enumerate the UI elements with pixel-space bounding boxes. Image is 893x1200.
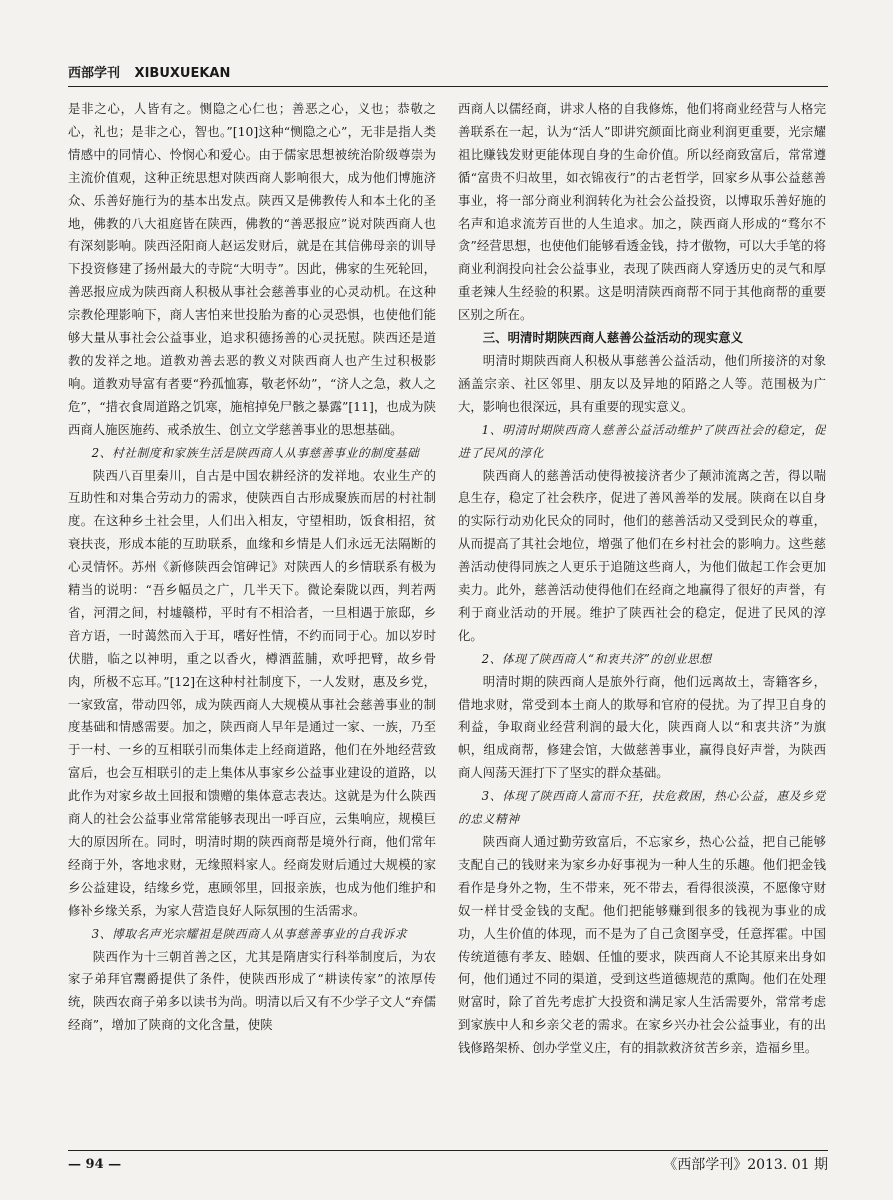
subsection-heading: 2、村社制度和家族生活是陕西商人从事慈善事业的制度基础 (91, 445, 420, 460)
paragraph: 是非之心，人皆有之。恻隐之心仁也；善恶之心，义也；恭敬之心，礼也；是非之心，智也。”[10]这种“恻隐之心”，无非是指人类情感中的同情心、怜悯心和爱心。由于儒家思想被统治阶级尊崇为主流价值观，这种正统思想对陕西商人影响很大，成为他们博施济众、乐善好施行为的基本出发点。陕西又是佛教传人和本土化的圣地，佛教的八大祖庭皆在陕西，佛教的“善恶报应”说对陕西商人也有深刻影响。陕西泾阳商人赵运发财后，就是在其信佛母亲的训导下投资修建了扬州最大的寺院“大明寺”。因此，佛家的生死轮回，善恶报应成为陕西商人积极从事社会慈善事业的心灵动机。在这种宗教伦理影响下，商人害怕来世投胎为畜的心灵恐惧，也使他们能够大量从事社会公益事业，追求积德扬善的心灵抚慰。陕西还是道教的发祥之地。道教劝善去恶的教义对陕西商人也产生过积极影响。道教劝导富有者要“矜孤恤寡，敬老怀幼”，“济人之急，救人之危”，“措衣食周道路之饥寒，施棺掉免尸骸之暴露”[11]，也成为陕西商人施医施药、戒杀放生、创立文学慈善事业的思想基础。 (68, 101, 436, 437)
journal-title-cn: 西部学刊 (68, 66, 121, 81)
paragraph: 陕西八百里秦川，自古是中国农耕经济的发祥地。农业生产的互助性和对集合劳动力的需求，使陕西自古形成聚族而居的村社制度。在这种乡土社会里，人们出入相友，守望相助，饭食相招，贫衰扶丧，形成本能的互助联系，血缘和乡情是人们永远无法隔断的心灵情怀。苏州《新修陕西会馆碑记》对陕西人的乡情联系有极为精当的说明：“吾乡幅员之广，几半天下。微论秦陇以西，判若两省，河渭之间，村墟赣栉，平时有不相洽者，一旦相遇于旅邸，乡音方语，一时蔼然而入于耳，嗜好性情，不约而同于心。加以岁时伏腊，临之以神明，重之以香火，樽酒蓝脯，欢呼把臂，故乡骨肉，所极不忘耳。”[12]在这种村社制度下，一人发财，惠及乡党，一家致富，带动四邻，成为陕西商人大规模从事社会慈善事业的制度基础和情感需要。加之，陕西商人早年是通过一家、一族，乃至于一村、一乡的互相联引而集体走上经商道路，他们在外地经营致富后，也会互相联引的走上集体从事家乡公益事业建设的道路，以此作为对家乡故土回报和馈赠的集体意志表达。这就是为什么陕西商人的社会公益事业常常能够表现出一呼百应，云集响应，规模巨大的原因所在。同时，明清时期的陕西商帮是境外行商，他们常年经商于外，客地求财，无缘照料家人。经商发财后通过大规模的家乡公益建设，结缘乡党，惠顾邻里，回报亲族，也成为他们维护和修补乡缘关系，为家人营造良好人际氛围的生活需求。 (68, 467, 436, 918)
page-footer (68, 1150, 828, 1175)
paragraph: 陕西作为十三朝首善之区，尤其是隋唐实行科举制度后，为农家子弟拜官鬻爵提供了条件，使陕西形成了“耕读传家”的浓厚传统，陕西农商子弟多以读书为尚。明清以后又有不少学子文人“弃儒经商”，增加了陕商的文化含量，使陕 (68, 948, 436, 1033)
subsection-heading: 1、明清时期陕西商人慈善公益活动维护了陕西社会的稳定，促进了民风的淳化 (458, 422, 826, 460)
paragraph: 陕西商人的慈善活动使得被接济者少了颠沛流离之苦，得以喘息生存，稳定了社会秩序，促进了善风善举的发展。陕商在以自身的实际行动劝化民众的同时，他们的慈善活动又受到民众的尊重，从而提高了其社会地位，增强了他们在乡村社会的影响力。这些慈善活动使得同族之人更乐于追随这些商人，为他们做起工作会更加卖力。此外，慈善活动使得他们在经商之地赢得了很好的声誉，有利于商业活动的开展。维护了陕西社会的稳定，促进了民风的淳化。 (458, 467, 826, 643)
page-header (68, 64, 828, 87)
paragraph: 陕西商人通过勤劳致富后，不忘家乡，热心公益，把自己能够支配自己的钱财来为家乡办好事视为一种人生的乐趣。他们把金钱看作是身外之物，生不带来，死不带去，看得很淡漠，不愿像守财奴一样甘受金钱的支配。他们把能够赚到很多的钱视为事业的成功，人生价值的体现，而不是为了自己贪图享受，任意挥霍。中国传统道德有孝友、睦姻、任恤的要求，陕西商人不论其原来出身如何，他们通过不同的渠道，受到这些道德规范的熏陶。他们在处理财富时，除了首先考虑扩大投资和满足家人生活需要外，常常考虑到家族中人和乡亲父老的需求。在家乡兴办社会公益事业，有的出钱修路架桥、创办学堂义庄，有的捐款救济贫苦乡亲，造福乡里。 (458, 834, 826, 1056)
page-number: — 94 — (68, 1157, 122, 1172)
subsection-heading: 3、体现了陕西商人富而不狂，扶危救困，热心公益，惠及乡党的忠义精神 (458, 789, 826, 827)
subsection-heading: 2、体现了陕西商人“和衷共济”的创业思想 (481, 651, 712, 666)
journal-title-en: XIBUXUEKAN (134, 66, 231, 81)
paragraph: 明清时期的陕西商人是旅外行商，他们远离故土，寄籍客乡，借地求财，常受到本土商人的欺辱和官府的侵扰。为了捍卫自身的利益，争取商业经营利润的最大化，陕西商人以“和衷共济”为旗帜，组成商帮，修建会馆，大做慈善事业，赢得良好声誉，为陕西商人闯荡天涯打下了坚实的群众基础。 (458, 673, 826, 781)
left-column (68, 98, 436, 1138)
paragraph: 明清时期陕西商人积极从事慈善公益活动，他们所接济的对象涵盖宗亲、社区邻里、朋友以及异地的陌路之人等。范围极为广大，影响也很深远，具有重要的现实意义。 (458, 352, 826, 414)
right-column (458, 98, 826, 1138)
paragraph: 西商人以儒经商，讲求人格的自我修炼，他们将商业经营与人格完善联系在一起，认为“活人”即讲究颜面比商业利润更重要，光宗耀祖比赚钱发财更能体现自身的生命价值。所以经商致富后，常常遵循“富贵不归故里，如衣锦夜行”的古老哲学，回家乡从事公益慈善事业，将一部分商业利润转化为社会公益投资，以博取乐善好施的名声和追求流芳百世的人生追求。加之，陕西商人形成的“骛尔不贪”经营思想，也使他们能够看透金钱，持才傲物，可以大手笔的将商业利润投向社会公益事业，表现了陕西商人穿透历史的灵气和厚重老辣人生经验的积累。这是明清陕西商帮不同于其他商帮的重要区别之所在。 (458, 101, 826, 323)
journal-issue: 《西部学刊》2013. 01 期 (663, 1157, 828, 1173)
section-heading: 三、明清时期陕西商人慈善公益活动的现实意义 (482, 330, 743, 346)
subsection-heading: 3、博取名声光宗耀祖是陕西商人从事慈善事业的自我诉求 (91, 926, 408, 941)
